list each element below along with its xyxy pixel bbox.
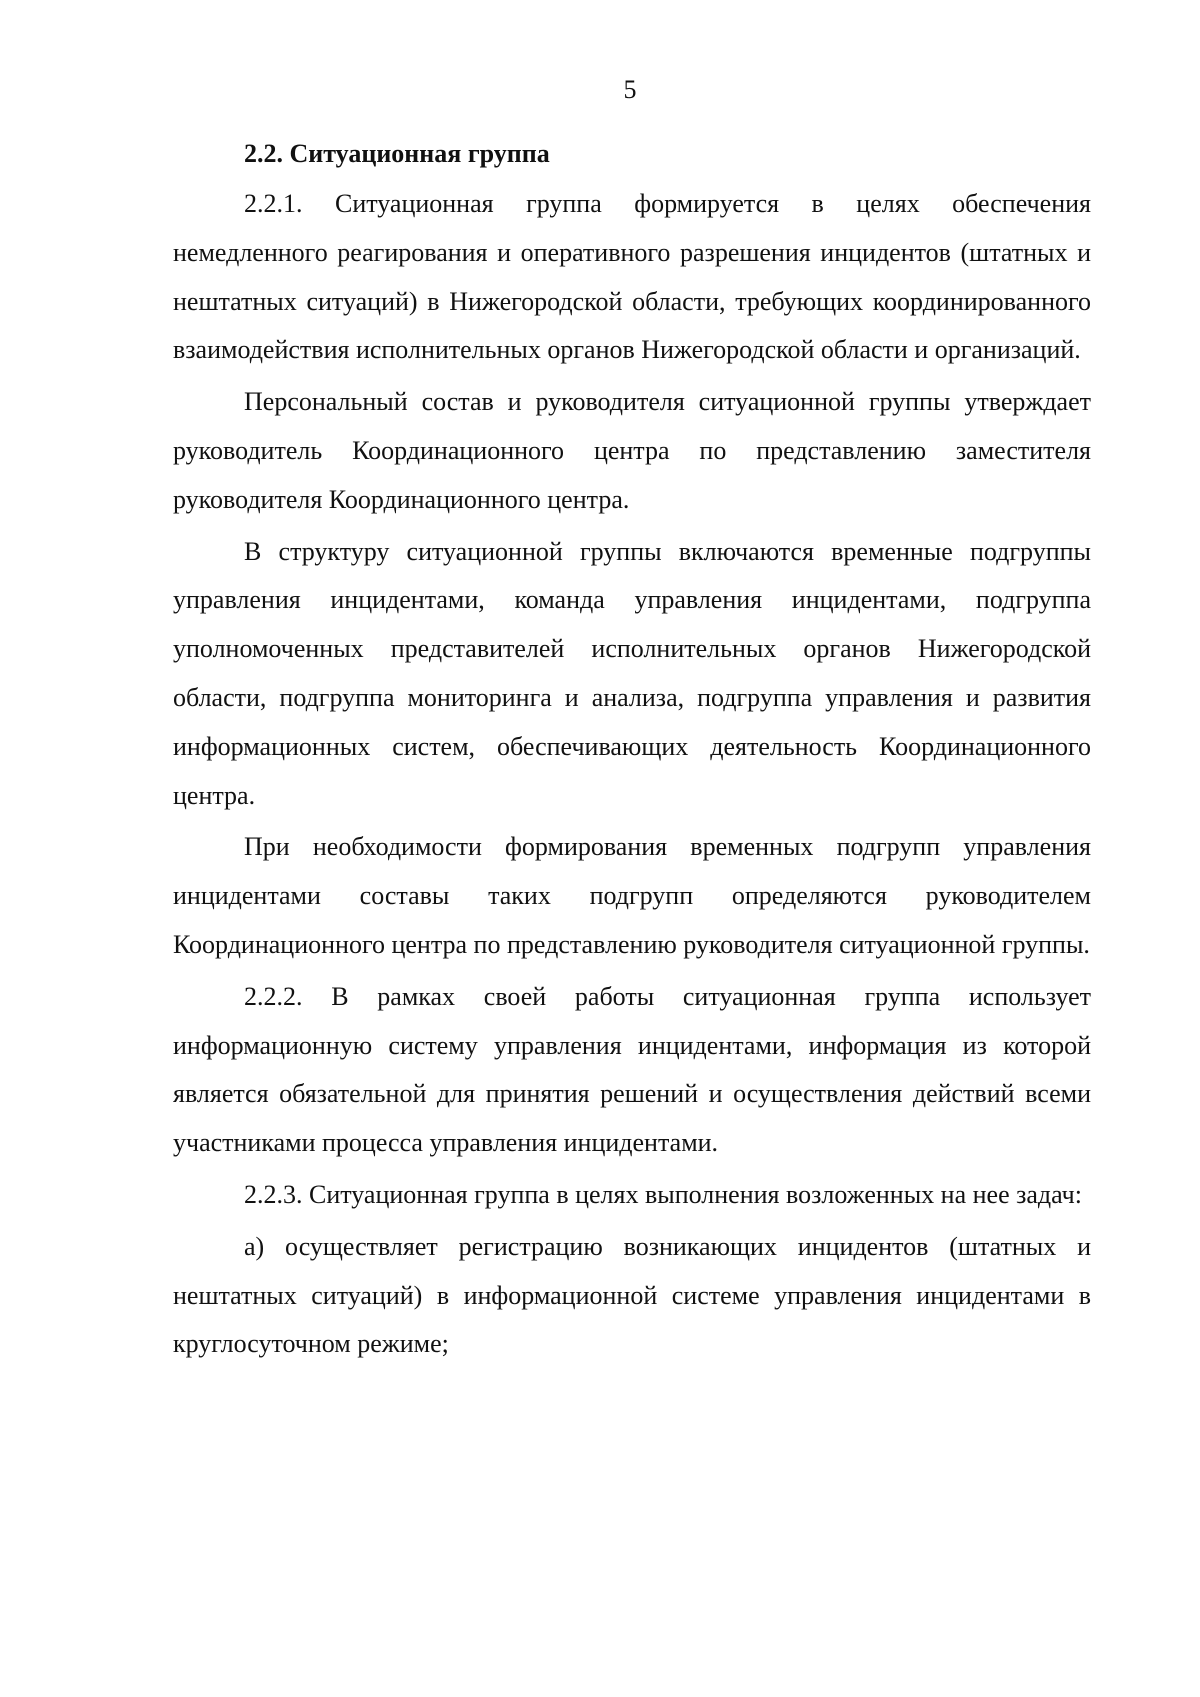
paragraph-temporary-subgroups: При необходимости формирования временных подгрупп управления инцидентами составы таких подгрупп определяются руководителем Координационного центра по представлению руководителя ситуационной группы. xyxy=(173,832,1091,959)
paragraph-personnel: Персональный состав и руководителя ситуационной группы утверждает руководитель Координационного центра по представлению заместителя руководителя Координационного центра. xyxy=(173,387,1091,514)
list-item-a: а) осуществляет регистрацию возникающих инцидентов (штатных и нештатных ситуаций) в информационной системе управления инцидентами в круглосуточном режиме; xyxy=(173,1231,1091,1359)
page-number: 5 xyxy=(623,75,637,104)
paragraph-2-2-3: 2.2.3. Ситуационная группа в целях выполнения возложенных на нее задач: xyxy=(244,1179,1082,1209)
paragraph-2-2-1: 2.2.1. Ситуационная группа формируется в целях обеспечения немедленного реагирования и оперативного разрешения инцидентов (штатных и нештатных ситуаций) в Нижегородской области, требующих координированного взаимодействия исполнительных органов Нижегородской области и организаций. xyxy=(173,189,1091,365)
paragraph-2-2-2: 2.2.2. В рамках своей работы ситуационная группа использует информационную систему управления инцидентами, информация из которой является обязательной для принятия решений и осуществления действий всеми участниками процесса управления инцидентами. xyxy=(173,981,1091,1158)
paragraph-structure: В структуру ситуационной группы включаются временные подгруппы управления инцидентами, команда управления инцидентами, подгруппа уполномоченных представителей исполнительных органов Нижегородской области, подгруппа мониторинга и анализа, подгруппа управления и развития информационных систем, обеспечивающих деятельность Координационного центра. xyxy=(173,536,1091,810)
section-heading: 2.2. Ситуационная группа xyxy=(244,139,550,168)
document-body xyxy=(173,134,1091,1372)
